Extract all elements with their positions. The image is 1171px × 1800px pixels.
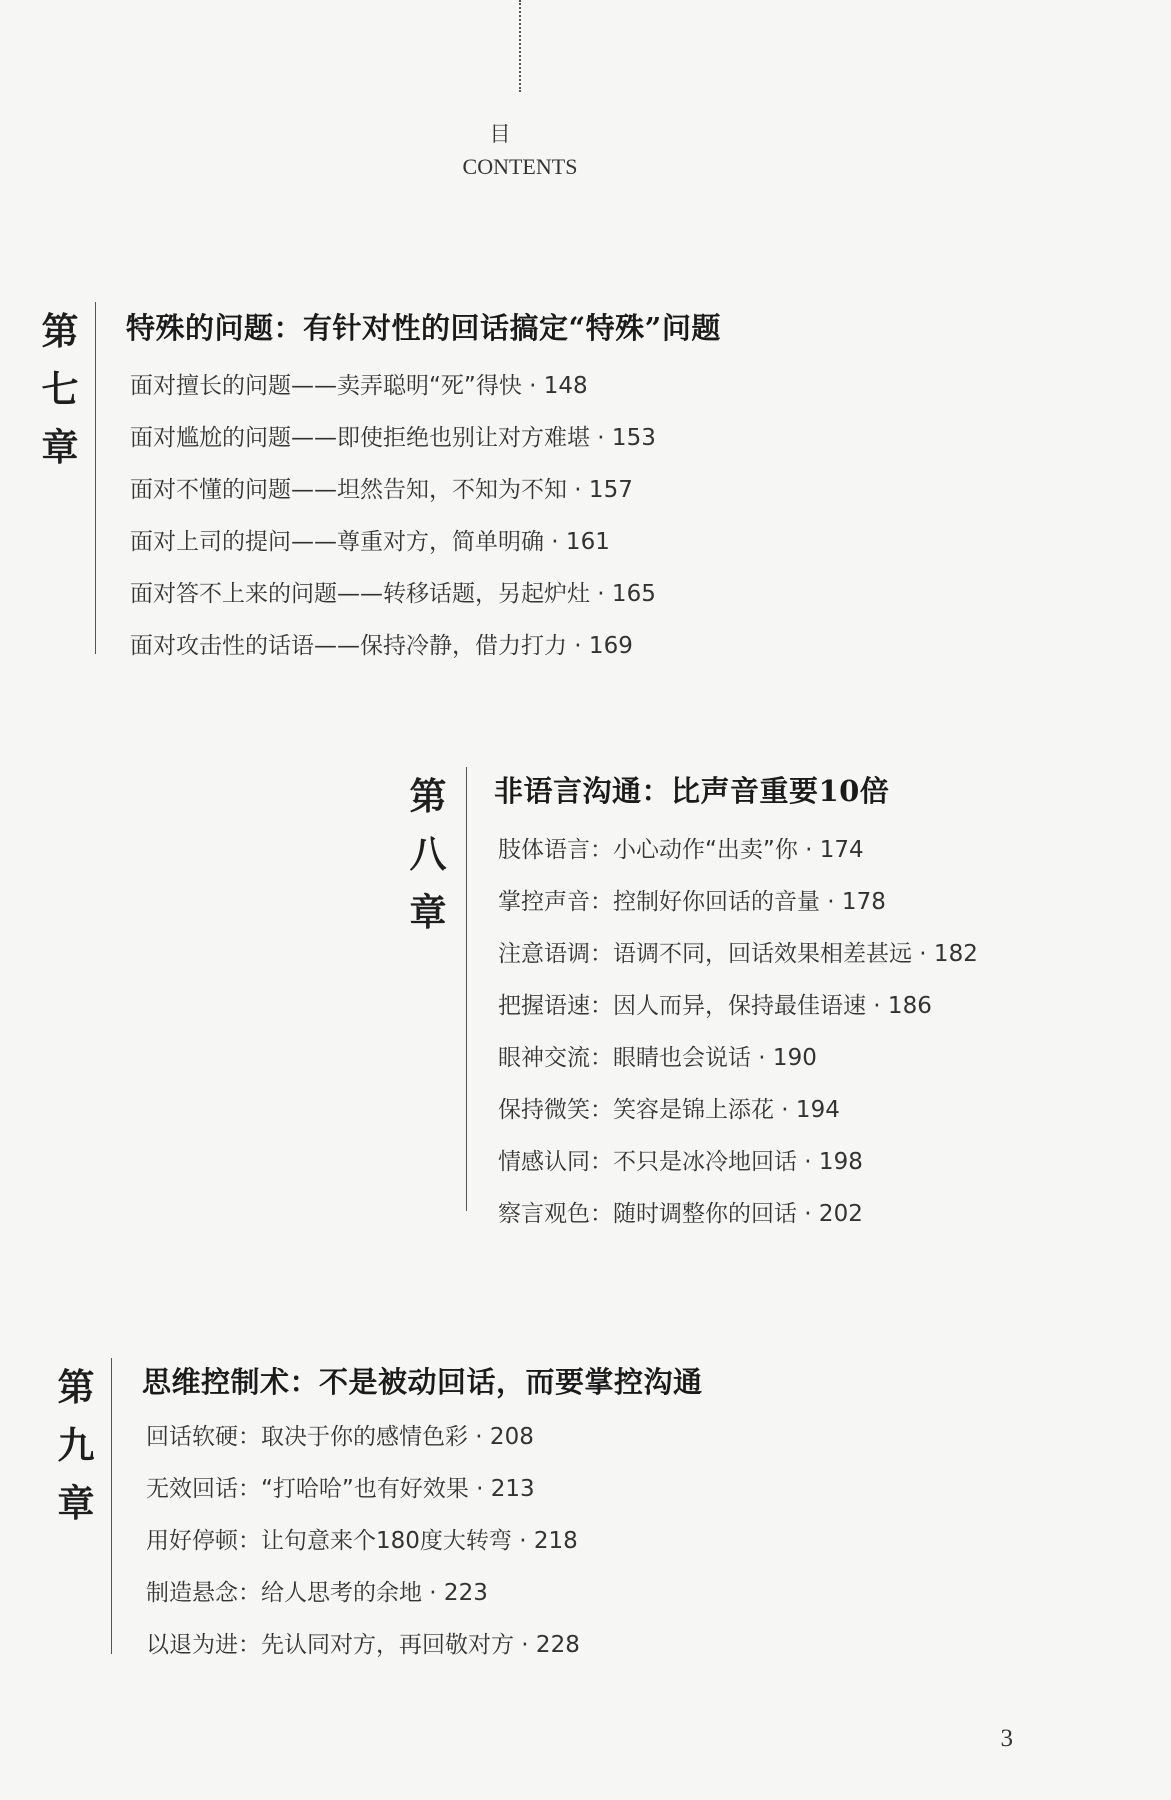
toc-entry[interactable]: 保持微笑：笑容是锦上添花 · 194 bbox=[498, 1097, 840, 1123]
page-number: 3 bbox=[1000, 1725, 1013, 1752]
toc-heading-contents: CONTENTS bbox=[462, 154, 578, 179]
toc-entry[interactable]: 面对答不上来的问题——转移话题，另起炉灶 · 165 bbox=[130, 581, 656, 607]
toc-heading-mu: 目 bbox=[489, 122, 511, 146]
toc-entry[interactable]: 掌控声音：控制好你回话的音量 · 178 bbox=[498, 889, 886, 915]
chapter-7-label-char: 章 bbox=[41, 425, 79, 469]
chapter-9-title: 思维控制术：不是被动回话，而要掌控沟通 bbox=[142, 1365, 703, 1399]
toc-entry[interactable]: 回话软硬：取决于你的感情色彩 · 208 bbox=[146, 1424, 534, 1450]
toc-entry[interactable]: 面对上司的提问——尊重对方，简单明确 · 161 bbox=[130, 529, 610, 555]
toc-entry[interactable]: 察言观色：随时调整你的回话 · 202 bbox=[498, 1201, 863, 1227]
chapter-7-title: 特殊的问题：有针对性的回话搞定“特殊”问题 bbox=[126, 311, 721, 345]
chapter-8-rule bbox=[466, 767, 467, 1211]
chapter-8-label-char: 八 bbox=[409, 832, 447, 876]
toc-entry[interactable]: 肢体语言：小心动作“出卖”你 · 174 bbox=[498, 837, 864, 863]
chapter-9-label-char: 第 bbox=[57, 1365, 95, 1409]
chapter-9-rule bbox=[111, 1358, 112, 1654]
chapter-8-label bbox=[408, 767, 448, 941]
chapter-7-label bbox=[40, 302, 80, 476]
chapter-9-label bbox=[56, 1358, 96, 1532]
toc-entry[interactable]: 情感认同：不只是冰冷地回话 · 198 bbox=[498, 1149, 863, 1175]
chapter-9-label-char: 九 bbox=[57, 1423, 95, 1467]
toc-entry[interactable]: 把握语速：因人而异，保持最佳语速 · 186 bbox=[498, 993, 932, 1019]
toc-entry[interactable]: 以退为进：先认同对方，再回敬对方 · 228 bbox=[146, 1632, 580, 1658]
chapter-9-label-char: 章 bbox=[57, 1481, 95, 1525]
chapter-7-entries bbox=[130, 360, 656, 672]
toc-entry[interactable]: 面对擅长的问题——卖弄聪明“死”得快 · 148 bbox=[130, 373, 588, 399]
toc-entry[interactable]: 无效回话：“打哈哈”也有好效果 · 213 bbox=[146, 1476, 535, 1502]
chapter-8-label-char: 章 bbox=[409, 890, 447, 934]
chapter-8-entries bbox=[498, 824, 978, 1240]
toc-entry[interactable]: 制造悬念：给人思考的余地 · 223 bbox=[146, 1580, 488, 1606]
toc-entry[interactable]: 面对攻击性的话语——保持冷静，借力打力 · 169 bbox=[130, 633, 633, 659]
toc-entry[interactable]: 面对尴尬的问题——即使拒绝也别让对方难堪 · 153 bbox=[130, 425, 656, 451]
toc-entry[interactable]: 注意语调：语调不同，回话效果相差甚远 · 182 bbox=[498, 941, 978, 967]
chapter-7-rule bbox=[95, 302, 96, 654]
chapter-8-label-char: 第 bbox=[409, 774, 447, 818]
toc-entry[interactable]: 面对不懂的问题——坦然告知，不知为不知 · 157 bbox=[130, 477, 633, 503]
chapter-9-entries bbox=[146, 1411, 580, 1671]
chapter-7-label-char: 第 bbox=[41, 309, 79, 353]
chapter-7-label-char: 七 bbox=[41, 367, 79, 411]
toc-entry[interactable]: 眼神交流：眼睛也会说话 · 190 bbox=[498, 1045, 817, 1071]
chapter-8-title: 非语言沟通：比声音重要10倍 bbox=[494, 774, 890, 808]
toc-entry[interactable]: 用好停顿：让句意来个180度大转弯 · 218 bbox=[146, 1528, 578, 1554]
dotted-divider bbox=[519, 0, 521, 92]
